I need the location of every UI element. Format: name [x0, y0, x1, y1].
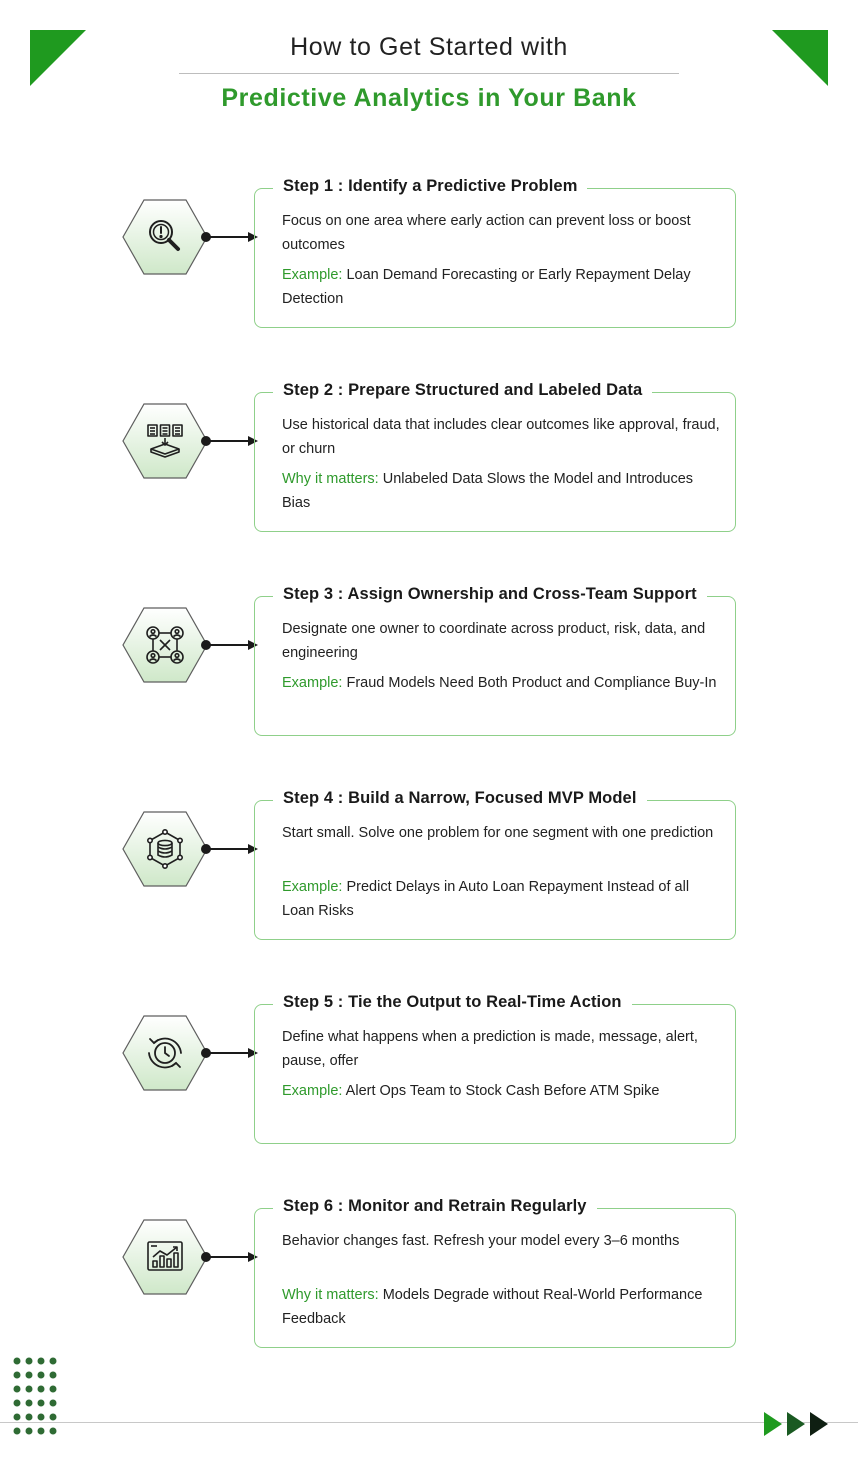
step-5-connector [200, 1045, 258, 1061]
step-3-hexagon [122, 607, 208, 683]
triple-arrow-decoration [762, 1411, 832, 1437]
team-network-icon [145, 625, 185, 665]
step-1-example-text: Loan Demand Forecasting or Early Repayment Delay Detection [282, 267, 691, 307]
step-3-example [282, 671, 722, 695]
step-5-card [254, 993, 736, 1144]
step-1-example-label: Example: [282, 267, 343, 283]
step-1-example [282, 263, 722, 311]
step-5 [0, 990, 858, 1140]
step-4-description: Start small. Solve one problem for one segment with one prediction [282, 825, 714, 841]
step-3 [0, 582, 858, 732]
step-1-connector [200, 229, 258, 245]
step-2-connector [200, 433, 258, 449]
title-divider [179, 73, 679, 74]
step-3-example-label: Example: [282, 675, 343, 691]
step-6-example [282, 1283, 722, 1331]
step-4-example-label: Example: [282, 879, 343, 895]
step-3-title: Step 3 : Assign Ownership and Cross-Team Support [273, 585, 707, 604]
step-1-title: Step 1 : Identify a Predictive Problem [273, 177, 587, 196]
step-6-example-label: Why it matters: [282, 1287, 379, 1303]
step-4-connector [200, 841, 258, 857]
step-6 [0, 1194, 858, 1344]
documents-tray-icon [145, 421, 185, 461]
step-1-card [254, 177, 736, 328]
step-4-hexagon [122, 811, 208, 887]
step-3-connector [200, 637, 258, 653]
step-2-example-label: Why it matters: [282, 471, 379, 487]
step-6-card [254, 1197, 736, 1348]
step-5-description: Define what happens when a prediction is made, message, alert, pause, offer [282, 1029, 698, 1069]
step-5-hexagon [122, 1015, 208, 1091]
step-6-hexagon [122, 1219, 208, 1295]
step-3-description: Designate one owner to coordinate across product, risk, data, and engineering [282, 621, 706, 661]
page-title: How to Get Started with [290, 33, 568, 61]
step-6-description: Behavior changes fast. Refresh your model every 3–6 months [282, 1233, 680, 1249]
clock-refresh-icon [145, 1033, 185, 1073]
step-5-example [282, 1079, 722, 1103]
bottom-divider [0, 1422, 858, 1423]
step-4-card [254, 789, 736, 940]
step-4-example-text: Predict Delays in Auto Loan Repayment Instead of all Loan Risks [282, 879, 690, 919]
dot-grid-decoration [12, 1355, 62, 1437]
step-4-title: Step 4 : Build a Narrow, Focused MVP Model [273, 789, 647, 808]
step-2-title: Step 2 : Prepare Structured and Labeled Data [273, 381, 652, 400]
magnifier-alert-icon [145, 217, 185, 257]
step-5-title: Step 5 : Tie the Output to Real-Time Action [273, 993, 632, 1012]
step-6-title: Step 6 : Monitor and Retrain Regularly [273, 1197, 597, 1216]
step-3-example-text: Fraud Models Need Both Product and Compliance Buy-In [342, 675, 717, 691]
step-2 [0, 378, 858, 528]
step-2-example-text: Unlabeled Data Slows the Model and Introduces Bias [282, 471, 694, 511]
step-2-description: Use historical data that includes clear outcomes like approval, fraud, or churn [282, 417, 720, 457]
chart-monitor-icon [145, 1237, 185, 1277]
step-2-hexagon [122, 403, 208, 479]
step-1-hexagon [122, 199, 208, 275]
step-5-example-label: Example: [282, 1083, 343, 1099]
step-4 [0, 786, 858, 936]
database-network-icon [145, 829, 185, 869]
step-2-card [254, 381, 736, 532]
step-4-example [282, 875, 722, 923]
step-3-card [254, 585, 736, 736]
page-subtitle: Predictive Analytics in Your Bank [221, 84, 637, 112]
step-5-example-text: Alert Ops Team to Stock Cash Before ATM Spike [342, 1083, 660, 1099]
step-1-description: Focus on one area where early action can prevent loss or boost outcomes [282, 213, 691, 253]
step-2-example [282, 467, 722, 515]
step-6-example-text: Models Degrade without Real-World Performance Feedback [282, 1287, 703, 1327]
step-1 [0, 174, 858, 324]
step-6-connector [200, 1249, 258, 1265]
